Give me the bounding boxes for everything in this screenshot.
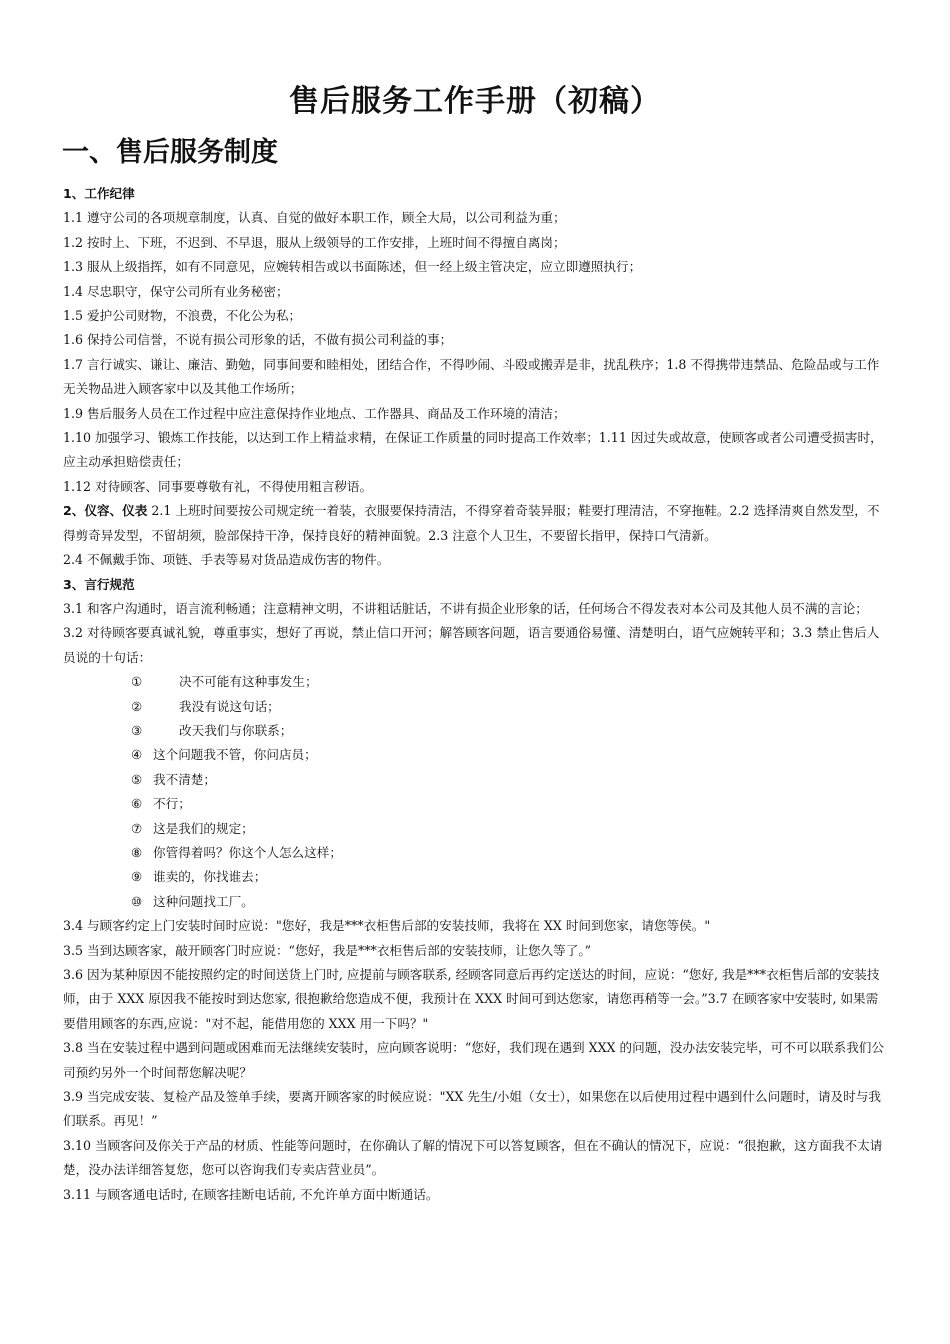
- list-item: ① 决不可能有这种事发生；: [131, 674, 318, 690]
- paragraph-1-10: 1.10 加强学习、锻炼工作技能，以达到工作上精益求精，在保证工作质量的同时提高工作效率；1.11 因过失或故意，使顾客或者公司遭受损害时，应主动承担赔偿责任；: [63, 430, 883, 470]
- paragraph-1-12: 1.12 对待顾客、同事要尊敬有礼，不得使用粗言秽语。: [63, 478, 373, 494]
- list-item: ⑩ 这种问题找工厂。: [131, 893, 254, 909]
- section-title: 一、售后服务制度: [62, 137, 278, 168]
- heading-speech-conduct: 3、言行规范: [63, 576, 135, 592]
- paragraph-3-2: 3.2 对待顾客要真诚礼貌，尊重事实，想好了再说，禁止信口开河；解答顾客问题，语言要通俗易懂、清楚明白，语气应婉转平和；3.3 禁止售后人员说的十句话：: [63, 625, 880, 665]
- paragraph-3-6: 3.6 因为某种原因不能按照约定的时间送货上门时, 应提前与顾客联系, 经顾客同意后再约定送达的时间，应说：“您好, 我是***衣柜售后部的安装技师，由于 XXX 原因我不能按时到达您家, 很抱歉给您造成不便，我预计在 XXX 时间可到达您家，请您再稍等一会。”3.7 在顾客家中安装时, 如果需要借用顾客的东西,应说："对不起，能借用您的 XXX 用一下吗？": [63, 967, 880, 1031]
- paragraph-1-4: 1.4 尽忠职守，保守公司所有业务秘密；: [63, 283, 289, 299]
- document-title: 售后服务工作手册（初稿）: [289, 84, 661, 119]
- list-item: ② 我没有说这句话；: [131, 698, 280, 714]
- list-item: ⑨ 谁卖的，你找谁去；: [131, 869, 267, 885]
- paragraph-3-9: 3.9 当完成安装、复检产品及签单手续，要离开顾客家的时候应说："XX 先生/小姐（女士），如果您在以后使用过程中遇到什么问题时，请及时与我们联系。再见！”: [63, 1089, 881, 1129]
- list-item: ④ 这个问题我不管，你问店员；: [131, 747, 317, 763]
- paragraph-3-1: 3.1 和客户沟通时，语言流利畅通；注意精神文明，不讲粗话脏话，不讲有损企业形象的话，任何场合不得发表对本公司及其他人员不满的言论；: [63, 600, 868, 616]
- list-item: ⑦ 这是我们的规定；: [131, 820, 254, 836]
- paragraph-1-7: 1.7 言行诚实、谦让、廉洁、勤勉，同事间要和睦相处，团结合作，不得吵闹、斗殴或搬弄是非，扰乱秩序；1.8 不得携带违禁品、危险品或与工作无关物品进入顾客家中以及其他工作场所；: [63, 356, 880, 397]
- paragraph-2-appearance: 2、仪容、仪表 2.1 上班时间要按公司规定统一着装，衣服要保持清洁，不得穿着奇装异服；鞋要打理清洁，不穿拖鞋。2.2 选择清爽自然发型，不得剪奇异发型，不留胡须，脸部保持干净，保持良好的精神面貌。2.3 注意个人卫生，不要留长指甲，保持口气清新。: [63, 503, 880, 543]
- paragraph-1-3: 1.3 服从上级指挥，如有不同意见，应婉转相告或以书面陈述，但一经上级主管决定，应立即遵照执行；: [63, 259, 642, 275]
- paragraph-1-9: 1.9 售后服务人员在工作过程中应注意保持作业地点、工作器具、商品及工作环境的清洁；: [63, 405, 566, 421]
- paragraph-1-1: 1.1 遵守公司的各项规章制度，认真、自觉的做好本职工作，顾全大局，以公司利益为重；: [63, 210, 566, 226]
- heading-work-discipline: 1、工作纪律: [63, 186, 135, 201]
- paragraph-3-11: 3.11 与顾客通电话时, 在顾客挂断电话前, 不允许单方面中断通话。: [63, 1186, 439, 1202]
- paragraph-3-5: 3.5 当到达顾客家，敲开顾客门时应说：“您好，我是***衣柜售后部的安装技师，让您久等了。”: [63, 942, 592, 958]
- paragraph-1-6: 1.6 保持公司信誉，不说有损公司形象的话，不做有损公司利益的事；: [63, 332, 453, 348]
- document-body: [63, 182, 887, 1207]
- paragraph-3-10: 3.10 当顾客问及你关于产品的材质、性能等问题时，在你确认了解的情况下可以答复顾客，但在不确认的情况下，应说：“很抱歉，这方面我不太请楚，没办法详细答复您，您可以咨询我们专卖店营业员”。: [63, 1137, 883, 1178]
- paragraph-1-2: 1.2 按时上、下班，不迟到、不早退，服从上级领导的工作安排，上班时间不得擅自离岗；: [63, 234, 566, 250]
- list-item: ⑥ 不行；: [131, 796, 191, 812]
- paragraph-2-4: 2.4 不佩戴手饰、项链、手表等易对货品造成伤害的物件。: [63, 552, 390, 568]
- list-item: ⑧ 你管得着吗？你这个人怎么这样；: [131, 844, 342, 860]
- list-item: ⑤ 我不清楚；: [131, 771, 216, 787]
- list-item: ③ 改天我们与你联系；: [131, 722, 293, 738]
- paragraph-3-4: 3.4 与顾客约定上门安装时间时应说："您好，我是***衣柜售后部的安装技师，我将在 XX 时间到您家，请您等侯。": [63, 918, 711, 934]
- paragraph-3-8: 3.8 当在安装过程中遇到问题或困难而无法继续安装时，应向顾客说明：“您好，我们现在遇到 XXX 的问题，没办法安装完毕，可不可以联系我们公司预约另外一个时间帮您解决呢？: [63, 1040, 884, 1080]
- paragraph-1-5: 1.5 爱护公司财物，不浪费，不化公为私；: [63, 308, 302, 324]
